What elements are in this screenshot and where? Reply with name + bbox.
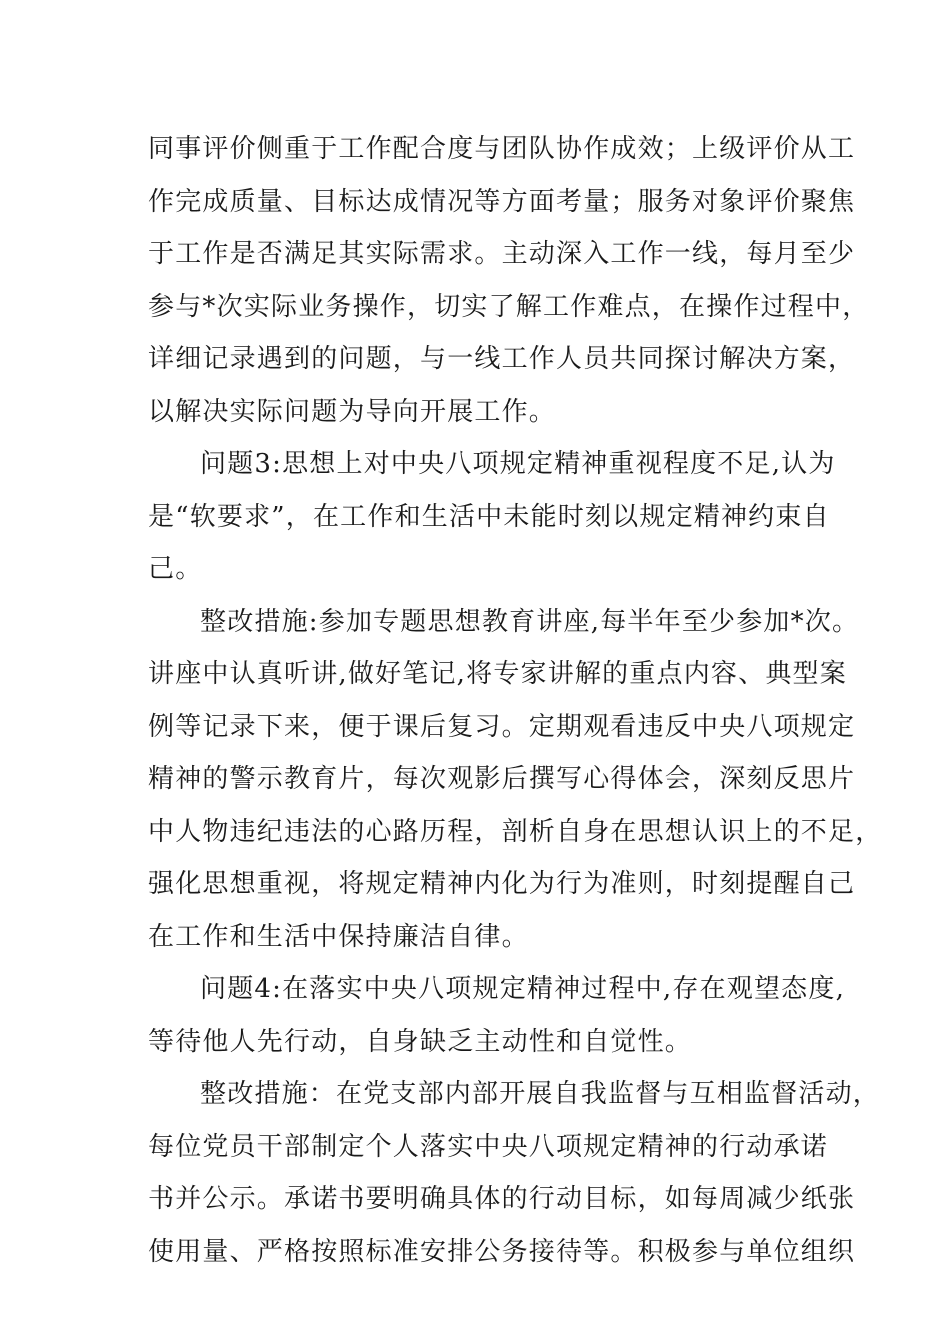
text-line: 书并公示。承诺书要明确具体的行动目标，如每周减少纸张	[148, 1184, 856, 1214]
text-line: 使用量、严格按照标准安排公务接待等。积极参与单位组织	[148, 1236, 856, 1267]
text-line: 以解决实际问题为导向开展工作。	[148, 396, 557, 427]
paragraph-problem-4	[148, 963, 846, 1068]
text-line: 例等记录下来，便于课后复习。定期观看违反中央八项规定	[148, 711, 856, 742]
text-line: 等待他人先行动，自身缺乏主动性和自觉性。	[148, 1026, 693, 1057]
paragraph-problem-3	[148, 438, 836, 596]
text-line: 每位党员干部制定个人落实中央八项规定精神的行动承诺	[148, 1131, 829, 1162]
text-line: 整改措施:参加专题思想教育讲座,每半年至少参加*次。	[200, 606, 860, 637]
text-line: 中人物违纪违法的心路历程，剖析自身在思想认识上的不足，	[148, 816, 883, 847]
text-line: 讲座中认真听讲,做好笔记,将专家讲解的重点内容、典型案	[148, 659, 847, 689]
document-body	[148, 123, 883, 1278]
text-line: 在工作和生活中保持廉洁自律。	[148, 921, 529, 952]
text-line: 精神的警示教育片，每次观影后撰写心得体会，深刻反思片	[148, 764, 856, 794]
text-line: 参与*次实际业务操作，切实了解工作难点，在操作过程中，	[148, 291, 870, 322]
text-line: 同事评价侧重于工作配合度与团队协作成效；上级评价从工	[148, 134, 856, 164]
text-line: 详细记录遇到的问题，与一线工作人员共同探讨解决方案，	[148, 344, 856, 374]
paragraph	[148, 123, 870, 438]
text-line: 是“软要求”，在工作和生活中未能时刻以规定精神约束自	[148, 501, 830, 532]
text-line: 强化思想重视，将规定精神内化为行为准则，时刻提醒自己	[148, 869, 856, 899]
paragraph-measures-4	[148, 1068, 881, 1278]
text-line: 整改措施：在党支部内部开展自我监督与互相监督活动，	[200, 1079, 881, 1109]
text-line: 作完成质量、目标达成情况等方面考量；服务对象评价聚焦	[148, 186, 856, 217]
text-line: 于工作是否满足其实际需求。主动深入工作一线，每月至少	[148, 239, 856, 269]
text-line: 问题4:在落实中央八项规定精神过程中,存在观望态度,	[200, 974, 846, 1004]
text-line: 己。	[148, 554, 203, 584]
text-line: 问题3:思想上对中央八项规定精神重视程度不足,认为	[200, 449, 836, 479]
paragraph-measures-3	[148, 596, 883, 964]
